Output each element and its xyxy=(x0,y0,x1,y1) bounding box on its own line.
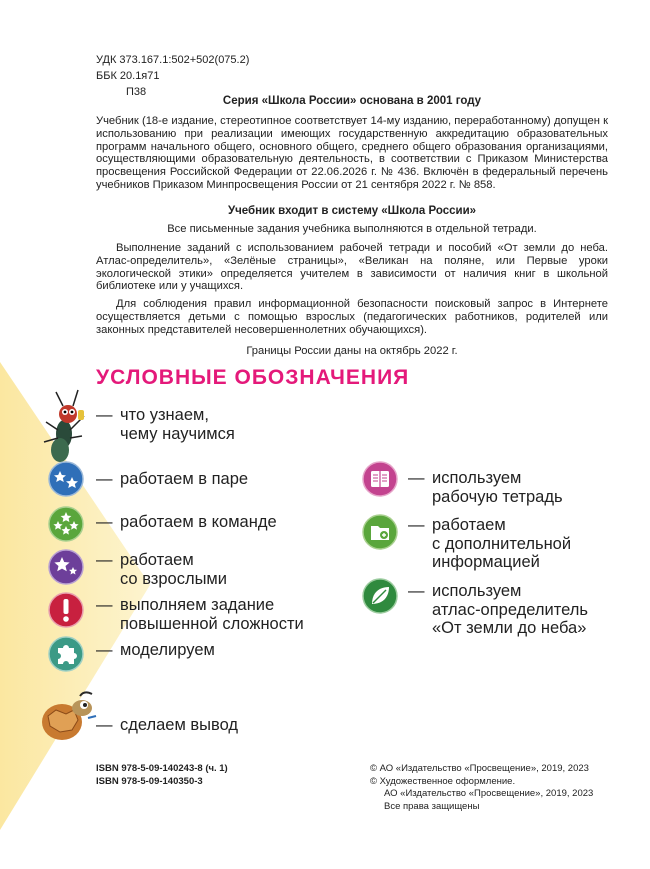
legend-item-extra-info: — работаем с дополнительной информацией xyxy=(408,516,572,571)
legend-item-pair: — работаем в паре xyxy=(96,470,249,488)
team-stars-icon xyxy=(48,506,84,542)
udk-code: УДК 373.167.1:502+502(075.2) xyxy=(96,54,250,66)
legend-learn-line1: что узнаем, xyxy=(120,406,209,424)
legend-item-model: — моделируем xyxy=(96,641,215,659)
legend-learn-line2: чему научимся xyxy=(120,424,235,443)
ant-icon xyxy=(32,386,92,468)
exclamation-icon xyxy=(48,592,84,628)
written-tasks-note: Все письменные задания учебника выполняются в отдельной тетради. xyxy=(167,223,537,235)
puzzle-icon xyxy=(48,636,84,672)
author-code: П38 xyxy=(126,86,147,98)
pair-stars-icon xyxy=(48,461,84,497)
isbn-set: ISBN 978-5-09-140350-3 xyxy=(96,775,203,787)
leaf-icon xyxy=(362,578,398,614)
isbn-part1: ISBN 978-5-09-140243-8 (ч. 1) xyxy=(96,763,228,774)
isbn-block xyxy=(96,763,228,788)
rights-reserved: Все права защищены xyxy=(384,800,480,812)
legend-item-team: — работаем в команде xyxy=(96,513,277,531)
copyright-line2: © Художественное оформление. xyxy=(370,775,516,787)
copyright-line3: АО «Издательство «Просвещение», 2019, 2023 xyxy=(384,788,594,799)
approval-paragraph: Учебник (18-е издание, стереотипное соответствует 14-му изданию, переработанному) допущен к использованию при реализации имеющих государственную аккредитацию образовательных программ начального общего, основного общего, среднего общего образования организациями, осуществляющими образовательную деятельность, в соответствии с Приказом Министерства просвещения Российской Федерации от 22.06.2026 г. № 436. Включён в федеральный перечень учебников Приказом Минпросвещения России от 21 сентября 2022 г. № 858. xyxy=(96,115,608,191)
legend-item-advanced: — выполняем задание повышенной сложности xyxy=(96,596,304,633)
workbook-usage-paragraph: Выполнение заданий с использованием рабочей тетради и пособий «От земли до неба. Атлас-определитель», «Зелёные страницы», «Великан на поляне, или Первые уроки экологической этики» определяется учителем в зависимости от наличия книг в школьной библиотеке или у учащихся. xyxy=(96,242,608,293)
legend-item-adults: — работаем со взрослыми xyxy=(96,551,227,588)
turtle-icon xyxy=(36,686,98,748)
system-heading: Учебник входит в систему «Школа России» xyxy=(227,205,477,217)
copyright-line1: © АО «Издательство «Просвещение», 2019, 2023 xyxy=(370,763,589,774)
legend-title: УСЛОВНЫЕ ОБОЗНАЧЕНИЯ xyxy=(96,366,410,389)
legend-item-atlas: — используем атлас-определитель «От земли до неба» xyxy=(408,582,588,637)
copyright-block xyxy=(370,763,593,813)
folder-icon xyxy=(362,514,398,550)
borders-note: Границы России даны на октябрь 2022 г. xyxy=(246,345,458,357)
series-heading: Серия «Школа России» основана в 2001 году xyxy=(222,95,482,107)
legend-item-conclusion: — сделаем вывод xyxy=(96,716,239,734)
legend-item-workbook: — используем рабочую тетрадь xyxy=(408,469,563,506)
bbk-code: ББК 20.1я71 xyxy=(96,70,160,82)
bibliographic-codes xyxy=(96,52,249,100)
adults-stars-icon xyxy=(48,549,84,585)
internet-safety-paragraph: Для соблюдения правил информационной безопасности поисковый запрос в Интернете осуществляется детьми с помощью взрослых (педагогических работников, родителей или законных представителей несовершеннолетних обучающихся). xyxy=(96,298,608,336)
workbook-icon xyxy=(362,461,398,497)
legend-item-learn: — что узнаем, чему научимся xyxy=(96,406,235,443)
